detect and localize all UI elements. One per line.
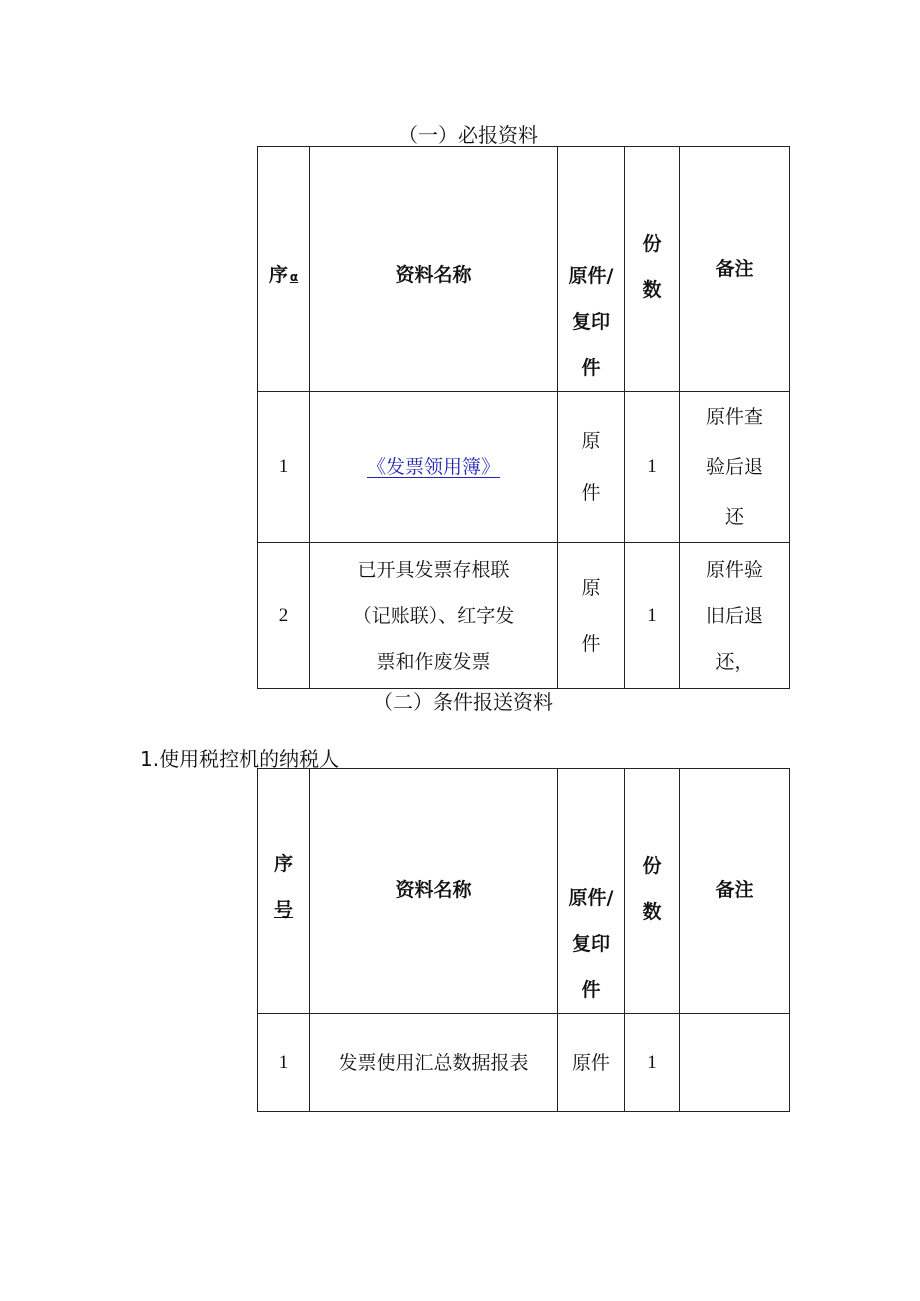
row-original-copy: 原 件 [558,392,625,543]
row-count: 1 [625,543,680,689]
header-name: 资料名称 [310,147,558,392]
header-remark: 备注 [680,147,790,392]
table-header-row [258,147,790,392]
row-remark [680,1014,790,1112]
row-seq: 1 [258,392,310,543]
row-name [310,392,558,543]
table-header-row [258,769,790,1014]
row-seq: 1 [258,1014,310,1112]
header-count: 份 数 [625,147,680,392]
table-row [258,1014,790,1112]
header-original-copy: 原件/ 复印 件 [558,147,625,392]
table-row [258,543,790,689]
row-name: 已开具发票存根联 （记账联）、红字发 票和作废发票 [310,543,558,689]
row-remark: 原件查 验后退 还 [680,392,790,543]
row-original-copy: 原件 [558,1014,625,1112]
section-one-heading: （一）必报资料 [398,123,538,147]
table-row [258,392,790,543]
section-two-heading: （二）条件报送资料 [373,690,553,714]
row-original-copy: 原 件 [558,543,625,689]
header-name: 资料名称 [310,769,558,1014]
row-name: 发票使用汇总数据报表 [310,1014,558,1112]
header-seq-mark: α [289,270,299,284]
conditional-materials-table [257,768,790,1112]
header-remark: 备注 [680,769,790,1014]
row-count: 1 [625,392,680,543]
section-two-subheading: 1.使用税控机的纳税人 [140,747,340,771]
header-count: 份 数 [625,769,680,1014]
required-materials-table [257,146,790,689]
row-remark: 原件验 旧后退 还， [680,543,790,689]
header-seq: 序 α [258,147,310,392]
header-original-copy: 原件/ 复印 件 [558,769,625,1014]
row-count: 1 [625,1014,680,1112]
header-seq: 序 号 [258,769,310,1014]
invoice-book-link[interactable]: 《发票领用簿》 [366,456,500,478]
row-seq: 2 [258,543,310,689]
